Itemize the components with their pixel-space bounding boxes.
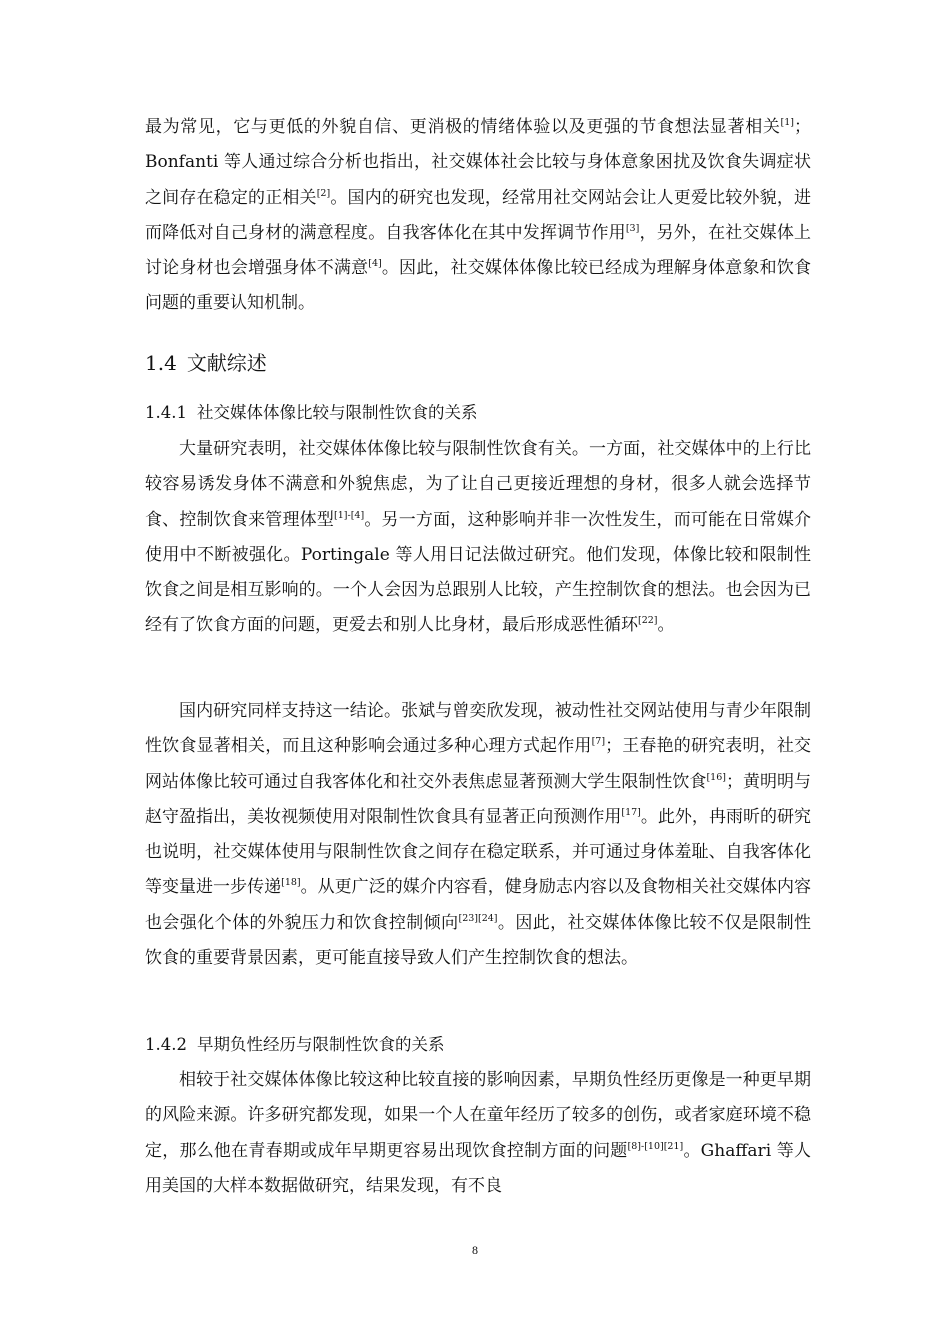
paragraph-2 — [145, 694, 811, 976]
paragraph-3 — [145, 1063, 811, 1204]
text-span: 。 — [657, 615, 675, 636]
text-span: ；王春艳的研究表明，社交网站体像比较可通过自我客体化和社交外表焦虑显著预测大学生限制性饮食 — [145, 736, 812, 792]
text-span: 。因此，社交媒体体像比较已经成为理解身体意象和饮食问题的重要认知机制。 — [145, 258, 811, 314]
citation: [2] — [316, 187, 331, 199]
subsection-heading-1-4-2 — [145, 1031, 444, 1059]
citation: [7] — [591, 736, 606, 748]
text-span: 。从更广泛的媒介内容看，健身励志内容以及食物相关社交媒体内容也会强化个体的外貌压力和饮食控制倾向 — [145, 877, 812, 933]
text-span: 相较于社交媒体体像比较这种比较直接的影响因素，早期负性经历更像是一种更早期的风险来源。许多研究都发现，如果一个人在童年经历了较多的创伤，或者家庭环境不稳定，那么他在青春期或成年早期更容易出现饮食控制方面的问题 — [145, 1070, 811, 1161]
text-span: ；黄明明与赵守盈指出，美妆视频使用对限制性饮食具有显著正向预测作用 — [145, 771, 812, 827]
section-number: 1.4 — [145, 351, 177, 375]
text-span: 国内研究同样支持这一结论。张斌与曾奕欣发现，被动性社交网站使用与青少年限制性饮食显著相关，而且这种影响会通过多种心理方式起作用 — [145, 701, 811, 757]
subsection-heading-1-4-1 — [145, 399, 477, 427]
citation: [18] — [281, 877, 301, 889]
section-heading-1-4 — [145, 345, 267, 381]
text-span: 。此外，冉雨昕的研究也说明，社交媒体使用与限制性饮食之间存在稳定联系，并可通过身体羞耻、自我客体化等变量进一步传递 — [145, 806, 812, 898]
citation: [22] — [638, 615, 658, 627]
citation: [3] — [625, 222, 640, 234]
text-span: 最为常见，它与更低的外貌自信、更消极的情绪体验以及更强的节食想法显著相关 — [145, 117, 781, 137]
subsection-number: 1.4.2 — [145, 1035, 187, 1054]
text-span: 。Ghaffari 等人用美国的大样本数据做研究，结果发现，有不良 — [145, 1140, 811, 1196]
text-span: 。国内的研究也发现，经常用社交网站会让人更爱比较外貌，进而降低对自己身材的满意程度。自我客体化在其中发挥调节作用 — [145, 187, 811, 243]
text-span: 。因此，社交媒体体像比较不仅是限制性饮食的重要背景因素，更可能直接导致人们产生控制饮食的想法。 — [145, 912, 812, 969]
citation: [1] — [780, 117, 794, 128]
citation: [17] — [621, 806, 641, 818]
paragraph-intro-continued — [145, 110, 811, 322]
text-span: 。另一方面，这种影响并非一次性发生，而可能在日常媒介使用中不断被强化。Portingale 等人用日记法做过研究。他们发现，体像比较和限制性饮食之间是相互影响的。一个人会因为总跟别人比较，产生控制饮食的想法。也会因为已经有了饮食方面的问题，更爱去和别人比身材，最后形成恶性循环 — [145, 509, 812, 636]
subsection-number: 1.4.1 — [145, 403, 187, 422]
citation: [23][24] — [458, 912, 498, 924]
citation: [4] — [368, 258, 382, 270]
paragraph-1 — [145, 432, 811, 644]
citation: [8]-[10][21] — [627, 1140, 684, 1152]
text-span: ；Bonfanti 等人通过综合分析也指出，社交媒体社会比较与身体意象困扰及饮食失调症状之间存在稳定的正相关 — [145, 117, 811, 208]
subsection-title: 早期负性经历与限制性饮食的关系 — [196, 1035, 445, 1054]
section-title: 文献综述 — [186, 351, 267, 375]
subsection-title: 社交媒体体像比较与限制性饮食的关系 — [196, 403, 478, 422]
citation: [1]-[4] — [334, 509, 365, 521]
citation: [16] — [706, 771, 726, 783]
page-number: 8 — [472, 1243, 478, 1257]
text-span: 大量研究表明，社交媒体体像比较与限制性饮食有关。一方面，社交媒体中的上行比较容易诱发身体不满意和外貌焦虑，为了让自己更接近理想的身材，很多人就会选择节食、控制饮食来管理体型 — [145, 439, 811, 530]
text-span: ，另外，在社交媒体上讨论身材也会增强身体不满意 — [145, 222, 811, 279]
